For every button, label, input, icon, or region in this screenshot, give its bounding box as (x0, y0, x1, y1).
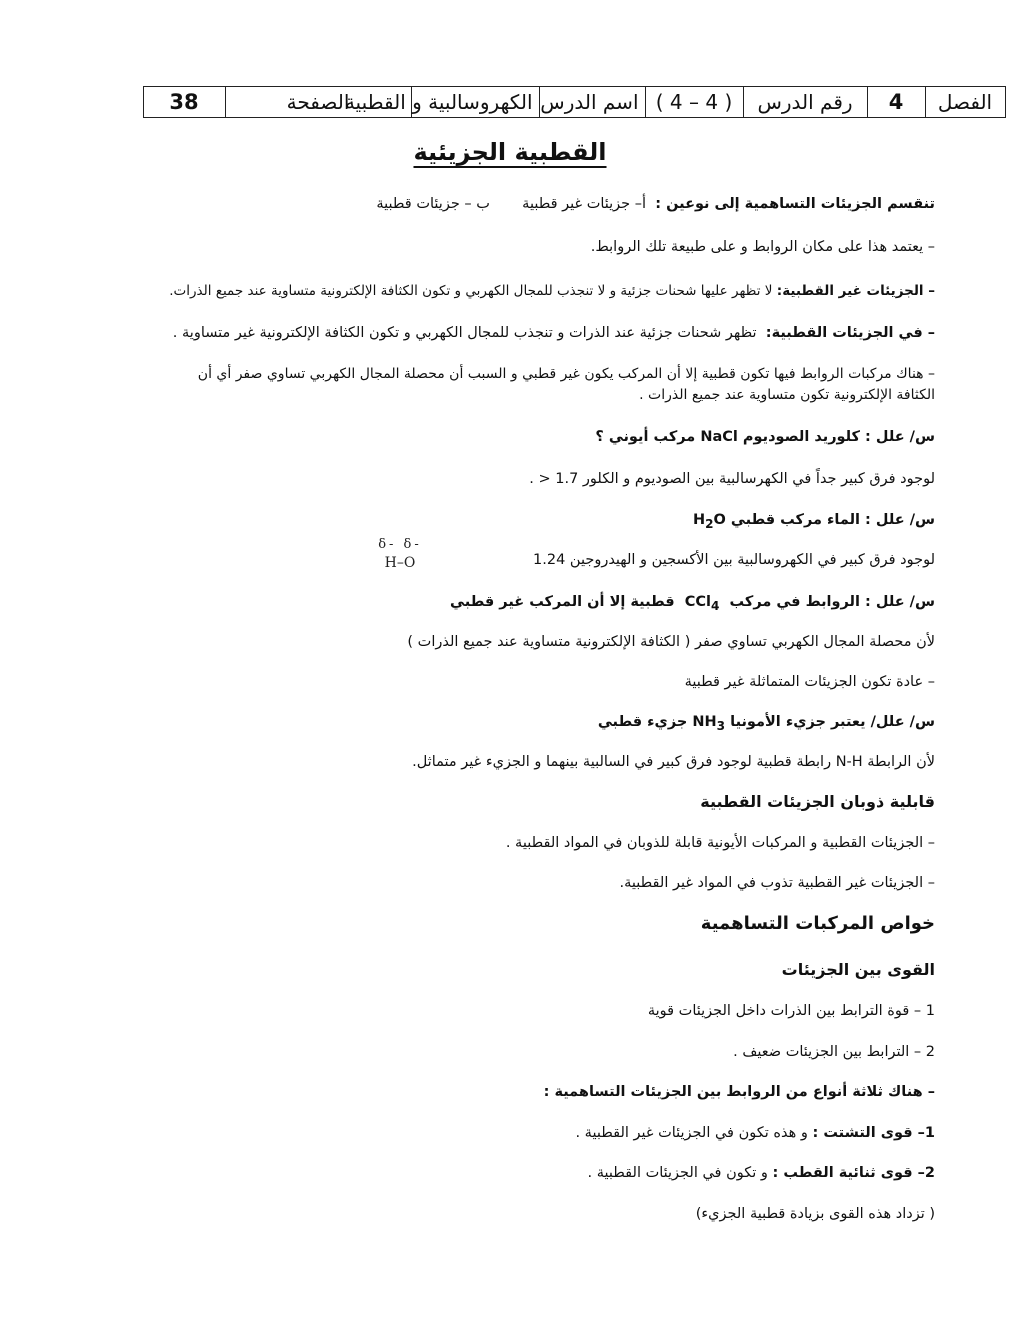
bond-atoms-label: H–O (384, 555, 416, 571)
water-formula-sub: 2 (705, 516, 714, 531)
dispersion-term: 1– قوى التشتت : (812, 1125, 935, 1141)
lesson-name: الكهروسالبية و القطبية (411, 87, 539, 118)
answer-1: لوجود فرق كبير جداً في الكهرسالبية بين الصوديوم و الكلور 1.7 < . (529, 471, 935, 487)
question-1: س/ علل : كلوريد الصوديوم NaCl مركب أيوني ؟ (595, 429, 935, 445)
lesson-header-table (95, 86, 1006, 118)
forces-subheading: القوى بين الجزيئات (781, 960, 935, 979)
dispersion-text: و هذه تكون في الجزيئات غير القطبية . (575, 1125, 808, 1141)
properties-heading: خواص المركبات التساهمية (700, 913, 935, 934)
dispersion-forces (575, 1123, 935, 1143)
intro-type-b: ب – جزيئات قطبية (376, 196, 490, 212)
polar-term: – في الجزيئات القطبية: (765, 325, 935, 341)
solubility-heading: قابلية ذوبان الجزيئات القطبية (700, 792, 935, 811)
nh3-formula-main: NH (692, 714, 717, 730)
property-item-2: 2 – الترابط بين الجزيئات ضعيف . (733, 1044, 935, 1060)
question-3-prefix: س/ علل : الروابط في مركب (729, 594, 935, 610)
property-item-1: 1 – قوة الترابط بين الذرات داخل الجزيئات قوية (647, 1003, 935, 1019)
question-3 (450, 592, 935, 616)
ccl4-formula-sub: 4 (711, 598, 720, 613)
partial-charge-labels: δ- δ- (378, 537, 422, 552)
depends-line: – يعتمد هذا على مكان الروابط و على طبيعة تلك الروابط. (590, 239, 935, 255)
water-formula-h: H (692, 512, 706, 528)
note-line-2: الكثافة الإلكترونية تكون متساوية عند جميع الذرات . (639, 387, 935, 403)
water-dipole-diagram (360, 536, 440, 572)
chapter-number: 4 (867, 87, 925, 118)
lesson-name-label: اسم الدرس (539, 87, 645, 118)
intro-lead: تنقسم الجزيئات التساهمية إلى نوعين : (655, 196, 935, 212)
answer-2: لوجود فرق كبير في الكهروسالبية بين الأكسجين و الهيدروجين 1.24 (533, 552, 935, 568)
chapter-label: الفصل (925, 87, 1005, 118)
nonpolar-term: – الجزيئات غير القطبية: (776, 283, 935, 299)
question-2 (693, 510, 935, 534)
question-4 (598, 712, 935, 736)
dipole-term: 2– قوى ثنائية القطب : (772, 1165, 935, 1181)
note-line-1: – هناك مركبات الروابط فيها تكون قطبية إلا أن المركب يكون غير قطبي و السبب أن محصلة المجال الكهربي تساوي صفر أي أن (197, 366, 935, 382)
bond-types-lead: – هناك ثلاثة أنواع من الروابط بين الجزيئات التساهمية : (543, 1084, 935, 1100)
ccl4-formula-main: CCl (684, 594, 712, 610)
question-2-text: س/ علل : الماء مركب قطبي (730, 512, 935, 528)
nh3-formula-sub: 3 (716, 718, 726, 733)
question-4-prefix: س/ علل/ يعتبر جزيء الأمونيا (730, 714, 935, 730)
lesson-number-label: رقم الدرس (743, 87, 867, 118)
answer-4: لأن الرابطة N-H رابطة قطبية لوجود فرق كبير في السالبية بينهما و الجزيء غير متماثل. (412, 754, 935, 770)
question-3-suffix: قطبية إلا أن المركب غير قطبي (450, 594, 675, 610)
nonpolar-text: لا تظهر عليها شحنات جزئية و لا تنجذب للمجال الكهربي و تكون الكثافة الإلكترونية متساوية عند جميع الذرات. (169, 283, 773, 299)
intro-type-a: أ– جزيئات غير قطبية (522, 196, 647, 212)
page-number: 38 (143, 87, 225, 118)
water-formula (692, 512, 726, 531)
dipole-text: و تكون في الجزيئات القطبية . (587, 1165, 768, 1181)
water-formula-o: O (713, 512, 726, 528)
dipole-forces (588, 1163, 935, 1183)
solubility-line-2: – الجزيئات غير القطبية تذوب في المواد غير القطبية. (619, 875, 935, 891)
dipole-note: ( تزداد هذه القوى بزيادة قطبية الجزيء) (695, 1206, 935, 1222)
nonpolar-definition (169, 281, 935, 301)
intro-line (376, 194, 935, 214)
polar-definition (173, 323, 935, 343)
page-label: الصفحة (225, 87, 411, 118)
question-4-suffix: جزيء قطبي (597, 714, 688, 730)
nh3-formula (692, 714, 726, 733)
symmetry-note: – عادة تكون الجزيئات المتماثلة غير قطبية (684, 674, 935, 690)
page-title: القطبية الجزيئية (413, 138, 607, 166)
ccl4-formula (684, 594, 720, 613)
lesson-number: ( 4 – 4 ) (645, 87, 743, 118)
answer-3: لأن محصلة المجال الكهربي تساوي صفر ( الكثافة الإلكترونية متساوية عند جميع الذرات ) (407, 634, 935, 650)
solubility-line-1: – الجزيئات القطبية و المركبات الأيونية قابلة للذوبان في المواد القطبية . (505, 835, 935, 851)
polar-text: تظهر شحنات جزئية عند الذرات و تنجذب للمجال الكهربي و تكون الكثافة الإلكترونية غير متساوية . (172, 325, 757, 341)
